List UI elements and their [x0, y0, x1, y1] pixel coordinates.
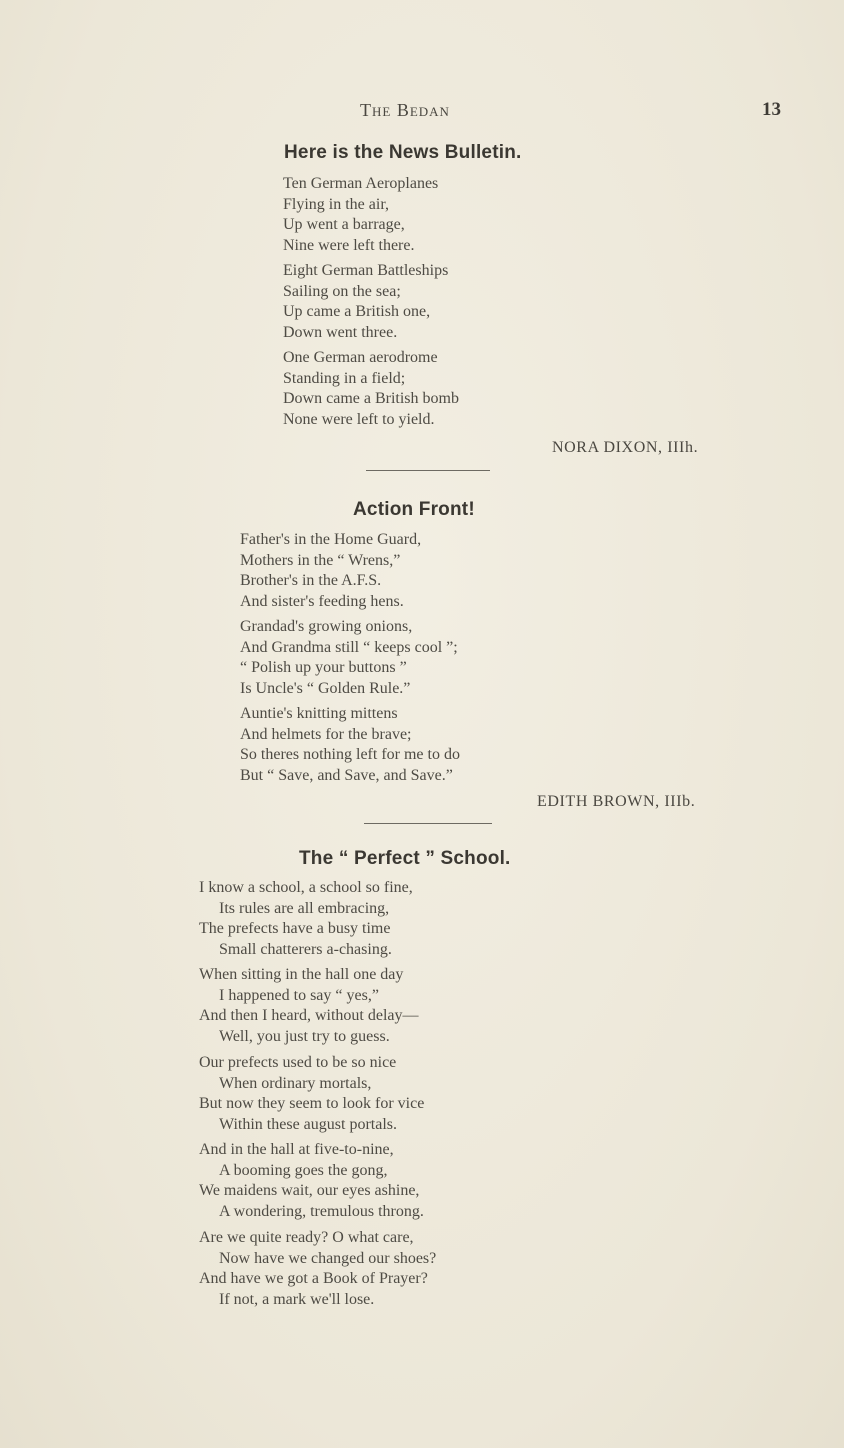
verse-line: Up came a British one,	[283, 303, 431, 320]
verse-line: Sailing on the sea;	[283, 282, 401, 300]
verse-line: Now have we changed our shoes?	[219, 1249, 437, 1267]
verse-line: Flying in the air,	[283, 195, 390, 213]
verse-line: Grandad's growing onions,	[240, 618, 413, 635]
verse-line: Small chatterers a-chasing.	[219, 940, 392, 958]
verse-line: Standing in a field;	[283, 369, 406, 387]
verse-line: Father's in the Home Guard,	[240, 531, 422, 548]
verse-line: Its rules are all embracing,	[219, 899, 390, 917]
poem-title: Here is the News Bulletin.	[284, 142, 522, 163]
running-head: The Bedan	[360, 100, 450, 120]
divider	[364, 823, 492, 824]
poem-title: The “ Perfect ” School.	[299, 848, 511, 869]
stanza	[283, 174, 438, 256]
stanza	[240, 704, 460, 786]
verse-line: If not, a mark we'll lose.	[219, 1290, 375, 1308]
verse-line: Down went three.	[283, 323, 398, 341]
stanza	[199, 1228, 436, 1310]
verse-line: “ Polish up your buttons ”	[240, 659, 407, 676]
verse-line: And sister's feeding hens.	[240, 592, 404, 610]
verse-line: Within these august portals.	[219, 1115, 397, 1133]
stanza	[199, 965, 419, 1047]
verse-line: I happened to say “ yes,”	[219, 986, 379, 1004]
verse-line: So theres nothing left for me to do	[240, 746, 460, 763]
stanza	[199, 1053, 424, 1135]
poem-title: Action Front!	[353, 499, 475, 520]
verse-line: Mothers in the “ Wrens,”	[240, 551, 401, 569]
verse-line: And then I heard, without delay—	[199, 1007, 419, 1024]
verse-line: Ten German Aeroplanes	[283, 175, 439, 192]
verse-line: I know a school, a school so fine,	[199, 879, 413, 896]
author-signature: EDITH BROWN, IIIb.	[537, 793, 696, 810]
divider	[366, 470, 490, 471]
verse-line: None were left to yield.	[283, 410, 435, 428]
verse-line: But now they seem to look for vice	[199, 1095, 425, 1112]
verse-line: And Grandma still “ keeps cool ”;	[240, 638, 458, 656]
verse-line: One German aerodrome	[283, 349, 438, 366]
verse-line: Are we quite ready? O what care,	[199, 1229, 414, 1246]
verse-line: Eight German Battleships	[283, 262, 449, 279]
verse-line: And in the hall at five-to-nine,	[199, 1141, 394, 1158]
verse-line: And have we got a Book of Prayer?	[199, 1270, 428, 1287]
verse-line: Is Uncle's “ Golden Rule.”	[240, 679, 411, 697]
verse-line: And helmets for the brave;	[240, 725, 412, 743]
verse-line: Our prefects used to be so nice	[199, 1054, 397, 1071]
stanza	[283, 348, 459, 430]
verse-line: A booming goes the gong,	[219, 1161, 388, 1179]
verse-line: A wondering, tremulous throng.	[219, 1202, 424, 1220]
verse-line: When ordinary mortals,	[219, 1074, 372, 1092]
verse-line: But “ Save, and Save, and Save.”	[240, 766, 453, 784]
verse-line: Brother's in the A.F.S.	[240, 572, 382, 589]
verse-line: Well, you just try to guess.	[219, 1027, 390, 1045]
author-signature: NORA DIXON, IIIh.	[552, 439, 699, 456]
page-number: 13	[762, 99, 781, 120]
verse-line: When sitting in the hall one day	[199, 966, 404, 983]
stanza	[199, 878, 413, 960]
stanza	[283, 261, 448, 343]
stanza	[240, 617, 458, 699]
verse-line: We maidens wait, our eyes ashine,	[199, 1182, 420, 1199]
verse-line: Up went a barrage,	[283, 216, 405, 233]
verse-line: Down came a British bomb	[283, 390, 459, 407]
stanza	[199, 1140, 424, 1222]
stanza	[240, 530, 421, 612]
verse-line: The prefects have a busy time	[199, 920, 391, 937]
verse-line: Auntie's knitting mittens	[240, 705, 398, 722]
verse-line: Nine were left there.	[283, 236, 415, 254]
